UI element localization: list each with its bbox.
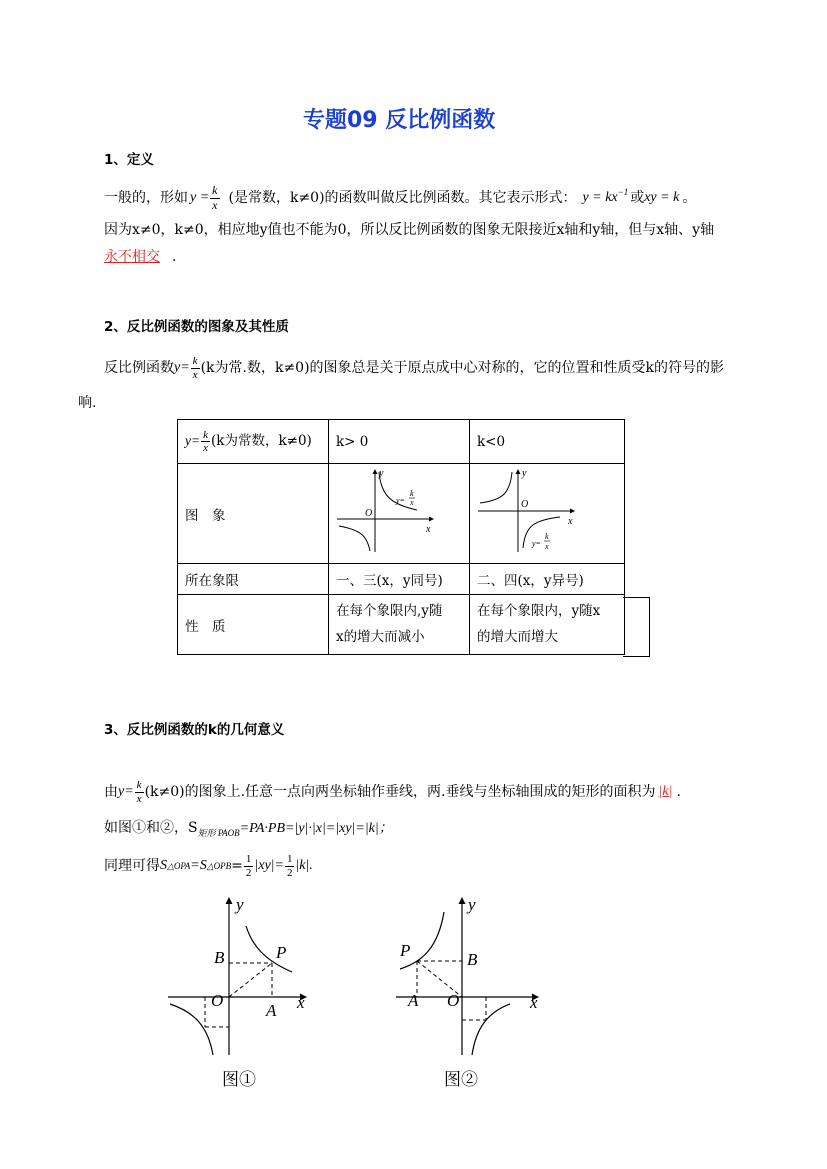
property-k-positive-line1: 在每个象限内,y随	[336, 603, 443, 619]
section-3-paragraph-1	[104, 772, 681, 812]
def-p3-end: .	[172, 249, 177, 265]
definition-line	[104, 178, 696, 218]
area-answer: |k|	[658, 783, 673, 799]
s3-p3-s1: S	[160, 857, 167, 873]
half-den-1: 2	[245, 866, 252, 879]
def-fraction	[210, 184, 219, 211]
hyperbola-branch-q2	[480, 472, 512, 503]
fig2-x-label: x	[530, 993, 538, 1012]
y-label: y	[379, 468, 384, 479]
fig2-o-label: O	[447, 991, 460, 1010]
x-label: x	[426, 524, 431, 535]
hdr-rest: (k为常数，k≠0)	[211, 433, 312, 449]
curve-label-k: k	[545, 532, 549, 541]
s3-text-b: (k≠0)的图象上.任意一点向两坐标轴作垂线，两.垂线与坐标轴围成的矩形的面积为	[144, 783, 656, 800]
quadrant-k-positive: 一、三(x，y同号)	[329, 564, 470, 595]
def-text-a: 一般的，形如	[104, 189, 188, 206]
hdr-fraction	[201, 429, 210, 454]
fig1-y-arrow	[226, 897, 233, 904]
half-num-1: 1	[245, 853, 252, 866]
graph-row-label: 图 象	[178, 464, 329, 564]
half-den-2: 2	[286, 866, 293, 879]
fig1-y-label: y	[236, 895, 244, 914]
properties-table	[177, 419, 625, 655]
property-k-negative-line1: 在每个象限内，y随x	[477, 603, 601, 619]
graph-k-negative	[470, 464, 610, 559]
table-graph-row	[178, 464, 625, 564]
s3-p2-sub: 矩形 PAOB	[197, 827, 240, 838]
fig1-caption: 图①	[222, 1070, 256, 1089]
graph-k-positive-cell	[329, 464, 470, 564]
def-frac-den: x	[212, 197, 218, 212]
fig2-b-label: B	[467, 950, 478, 969]
fig2-a-label: A	[408, 991, 419, 1010]
curve-label-x: x	[545, 542, 549, 551]
section-1-heading: 1、定义	[104, 152, 154, 168]
table-property-row	[178, 595, 625, 655]
fig1-p-label: P	[276, 943, 287, 962]
def-form-2: xy = k	[644, 189, 680, 205]
geometry-figures	[160, 890, 560, 1090]
y-label: y	[522, 468, 527, 479]
quadrant-k-negative: 二、四(x，y异号)	[470, 564, 625, 595]
table-extra-cell	[623, 597, 650, 657]
property-k-negative-line2: 的增大而增大	[477, 628, 558, 645]
half-fraction-1	[244, 853, 254, 878]
curve-label-y: y=	[396, 496, 405, 505]
section-3-paragraph-3	[104, 846, 313, 886]
header-function-cell	[178, 420, 329, 464]
s3-p3-eq: =S	[190, 857, 207, 873]
def-frac-num: k	[212, 183, 218, 198]
property-k-positive-line2: x的增大而减小	[336, 628, 425, 645]
x-label: x	[568, 516, 573, 527]
fig1-op-dash	[229, 963, 272, 997]
hdr-y: y=	[185, 433, 201, 448]
hyperbola-branch-q4	[523, 517, 560, 548]
x-axis-arrow	[429, 517, 434, 522]
s3-p2-a: 如图①和②，S	[104, 820, 198, 836]
y-axis-arrow	[516, 469, 521, 474]
fig1-a-label: A	[266, 1001, 277, 1020]
section-3-heading: 3、反比例函数的k的几何意义	[104, 722, 285, 738]
def-end: 。	[682, 189, 697, 206]
origin-label: O	[521, 499, 529, 510]
graph-k-positive	[329, 464, 455, 559]
figure-1	[168, 895, 307, 1055]
x-axis-arrow	[570, 509, 575, 514]
fig1-branch-q3	[170, 1004, 213, 1055]
curve-label-k: k	[410, 489, 414, 498]
def-form-1: y = kx	[582, 189, 618, 205]
hdr-frac-num: k	[203, 428, 208, 441]
def-text-b: (是常数，k≠0)的函数叫做反比例函数。其它表示形式：	[228, 189, 577, 206]
hdr-frac-den: x	[203, 442, 208, 454]
s3-p3-sub2: △OPB	[206, 860, 232, 871]
s3-p3-a: 同理可得	[104, 857, 160, 874]
s3-frac-den: x	[136, 792, 142, 805]
fig2-branch-q4	[472, 1004, 510, 1055]
def-eq-y: y =	[190, 189, 210, 205]
s3-p2-b: =PA·PB=|y|·|x|=|xy|=|k|；	[239, 821, 393, 836]
s3-p3-eq2: =	[231, 857, 243, 874]
curve-label-x: x	[410, 498, 414, 507]
section-2-paragraph	[104, 348, 724, 388]
s2-text-a: 反比例函数	[104, 359, 174, 376]
s2-text-c: 响.	[78, 395, 97, 411]
y-axis-arrow	[373, 469, 378, 474]
s3-p1-end: .	[676, 783, 681, 800]
fig1-o-label: O	[211, 991, 224, 1010]
s2-fraction	[191, 355, 200, 380]
s2-frac-den: x	[192, 368, 198, 381]
def-paragraph-2: 因为x≠0，k≠0，相应地y值也不能为0，所以反比例函数的图象无限接近x轴和y轴，但与x轴、y轴	[104, 222, 715, 238]
s3-text-a: 由	[104, 783, 118, 800]
fig2-y-arrow	[459, 897, 466, 904]
header-k-negative: k<0	[470, 420, 625, 464]
half-fraction-2	[285, 853, 295, 878]
property-row-label: 性 质	[178, 595, 329, 655]
s3-p3-end: |k|.	[295, 857, 313, 873]
fig1-b-label: B	[214, 948, 225, 967]
fig1-x-label: x	[297, 993, 305, 1012]
never-intersect-answer: 永不相交	[104, 249, 160, 265]
fig2-caption: 图②	[444, 1070, 478, 1089]
s2-text-b: (k为常.数，k≠0)的图象总是关于原点成中心对称的，它的位置和性质受k的符号的影	[200, 359, 725, 376]
s2-frac-num: k	[192, 355, 198, 368]
property-k-positive	[329, 595, 470, 655]
origin-label: O	[365, 508, 373, 519]
def-form-1-exp: −1	[617, 186, 629, 197]
hyperbola-branch-q3	[339, 526, 370, 551]
fig2-p-label: P	[400, 941, 411, 960]
section-2-heading: 2、反比例函数的图象及其性质	[104, 319, 289, 335]
curve-label-y: y=	[532, 539, 541, 548]
property-k-negative	[470, 595, 625, 655]
page-title: 专题09 反比例函数	[303, 108, 496, 133]
fig2-y-label: y	[468, 895, 476, 914]
table-quadrant-row	[178, 564, 625, 595]
s2-eq-y: y=	[174, 359, 190, 375]
header-k-positive: k> 0	[329, 420, 470, 464]
s3-eq-y: y=	[118, 783, 134, 799]
s3-p3-mid: |xy|=	[254, 857, 284, 873]
def-paragraph-3	[104, 249, 176, 266]
s3-fraction	[135, 779, 144, 804]
s3-frac-num: k	[136, 779, 142, 792]
graph-k-negative-cell	[470, 464, 625, 564]
figure-2	[396, 895, 539, 1055]
table-header-row	[178, 420, 625, 464]
s3-p3-sub1: △OPA	[167, 860, 191, 871]
section-3-paragraph-2	[104, 820, 393, 839]
def-or: 或	[630, 189, 645, 206]
half-num-2: 1	[286, 853, 293, 866]
quadrant-row-label: 所在象限	[178, 564, 329, 595]
